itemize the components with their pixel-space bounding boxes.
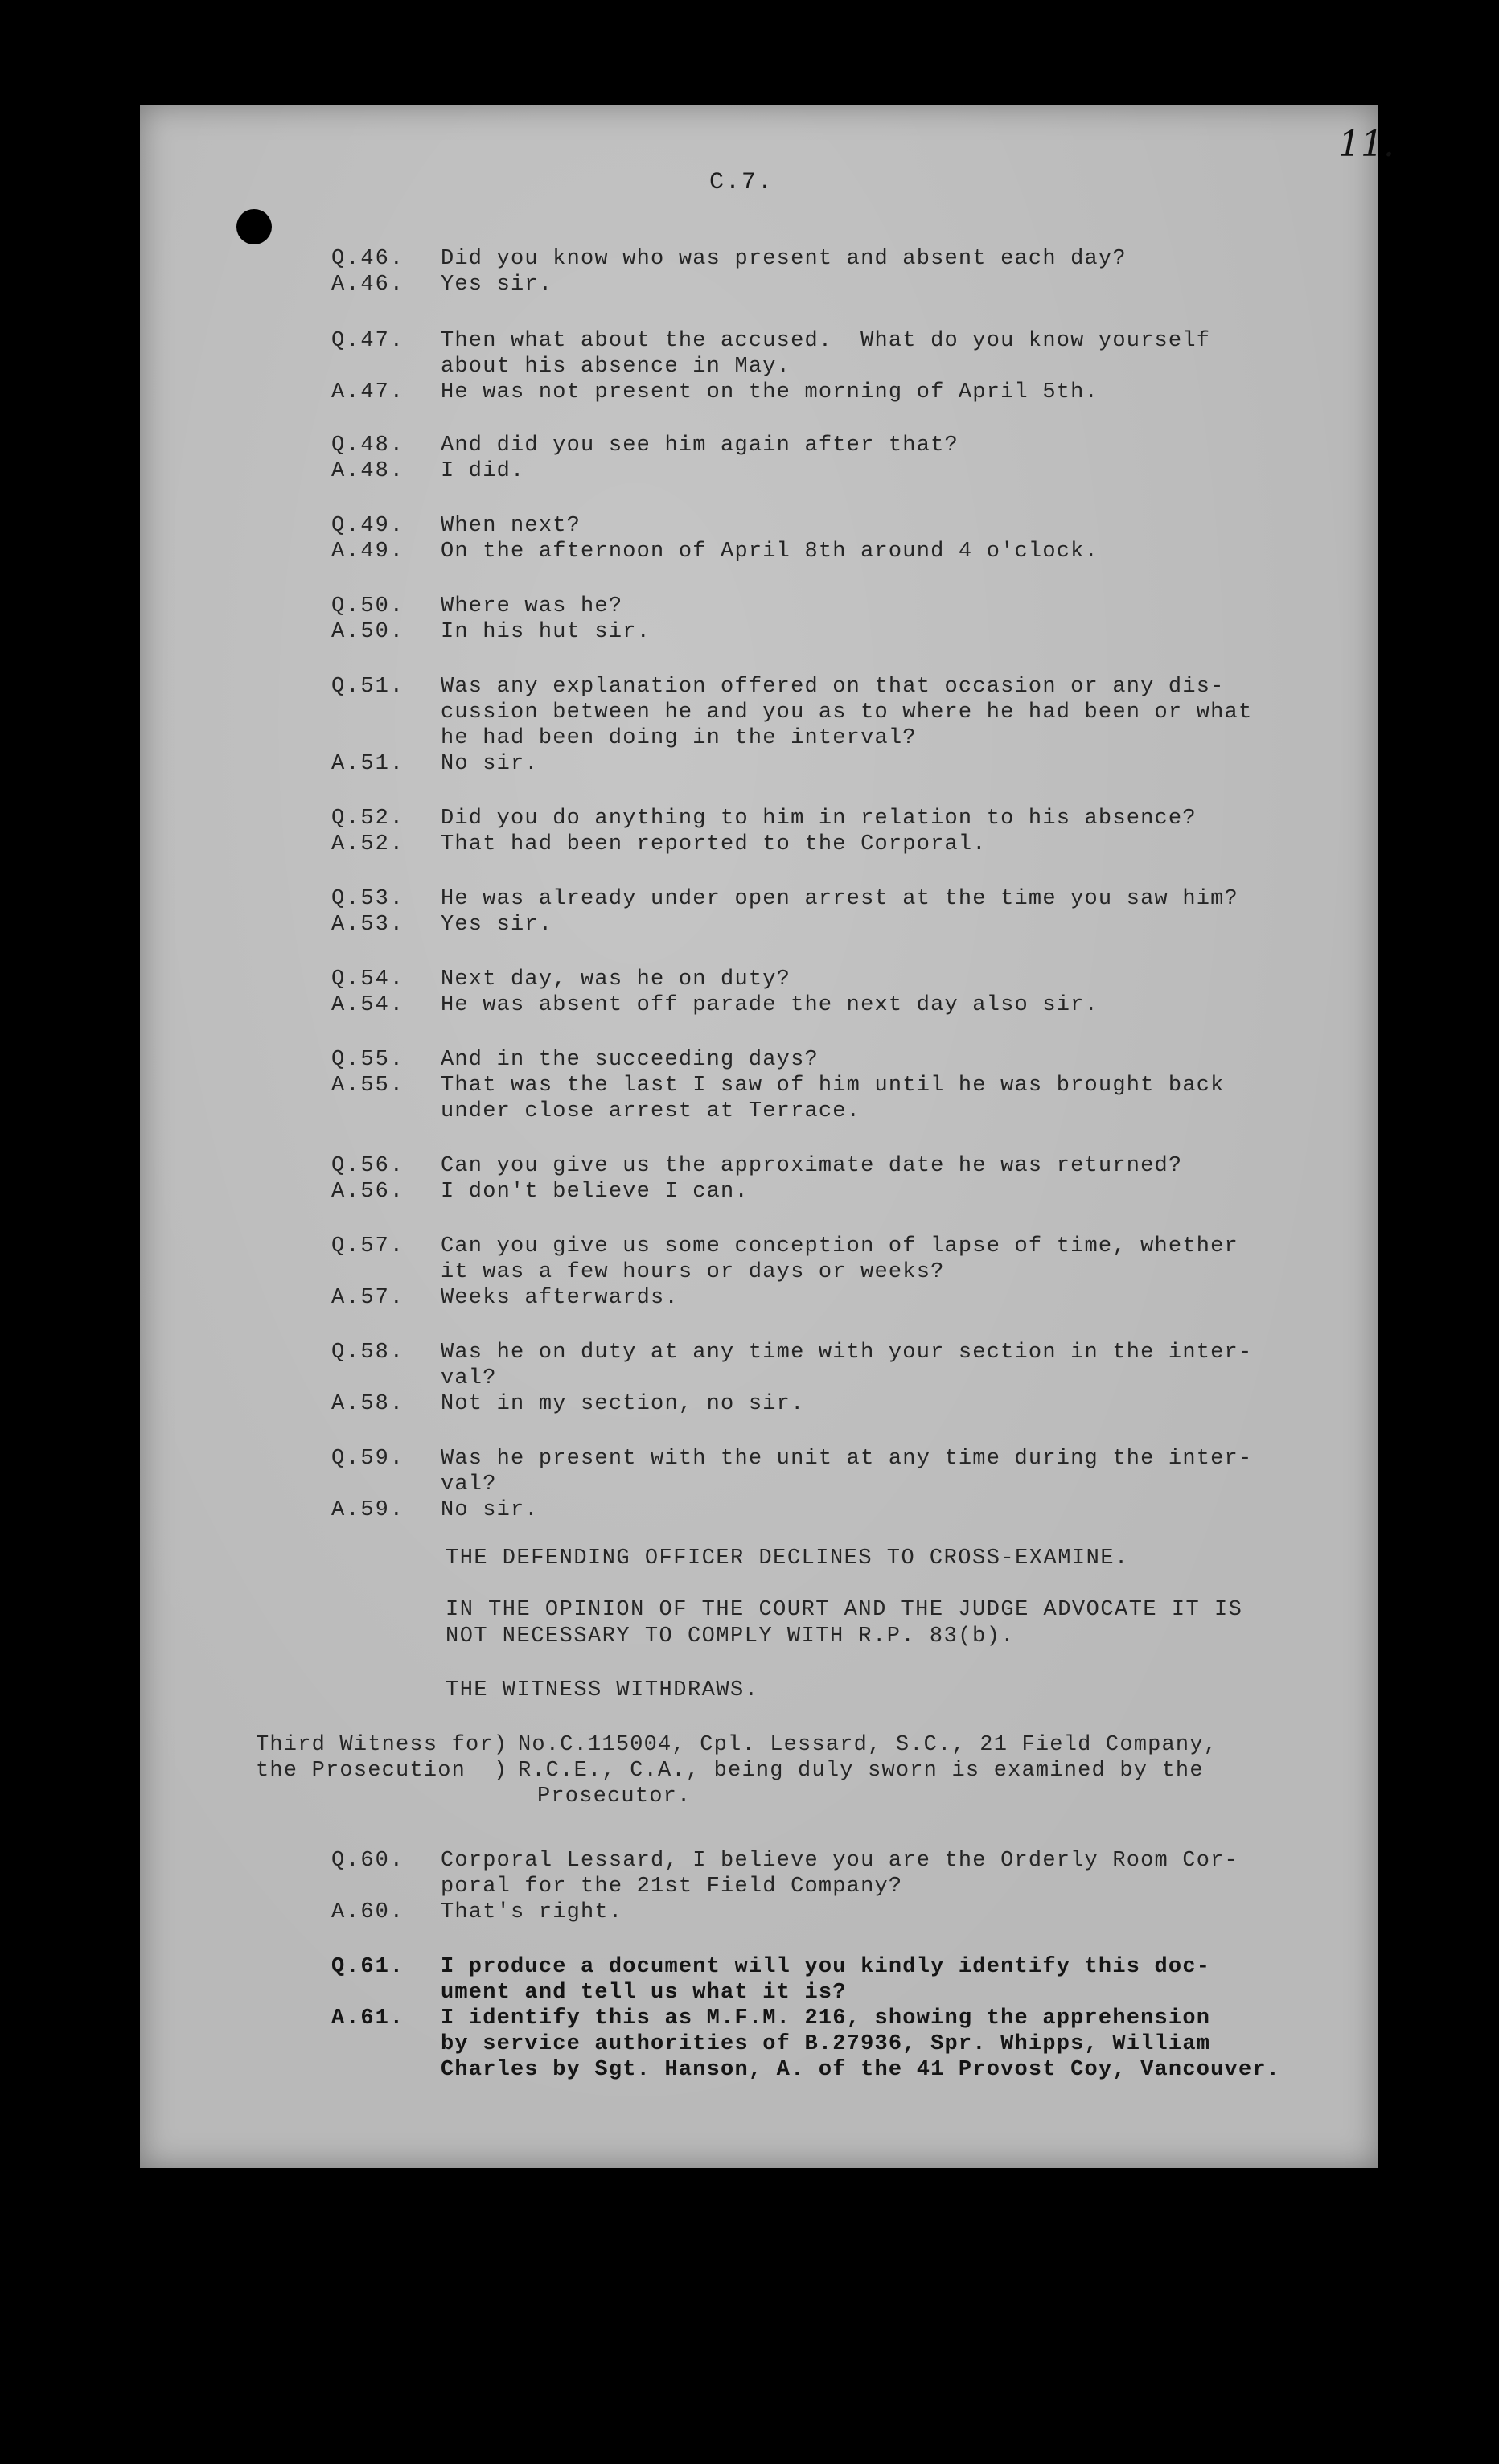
question-number: Q.53. (331, 887, 405, 911)
question-row (331, 433, 1361, 458)
question-text: Was any explanation offered on that occasion or any dis- cussion between he and you as to where he had been or what he had been doing in the interval? (441, 675, 1253, 750)
answer-text: Yes sir. (441, 913, 553, 937)
question-text: Can you give us the approximate date he was returned? (441, 1154, 1183, 1178)
answer-number: A.46. (331, 273, 405, 297)
qa-block-q46 (331, 246, 1361, 298)
question-row (331, 593, 1361, 619)
witness-details-line: No.C.115004, Cpl. Lessard, S.C., 21 Field Company, (518, 1733, 1218, 1757)
witness-role: Third Witness for) the Prosecution ) (256, 1733, 508, 1783)
answer-text: I identify this as M.F.M. 216, showing the apprehension by service authorities of B.27936, Spr. Whipps, William Charles by Sgt. Hanson, A. of the 41 Provost Coy, Vancouver. (441, 2006, 1281, 2082)
answer-text: Weeks afterwards. (441, 1286, 679, 1310)
answer-row (331, 832, 1361, 857)
question-text: Then what about the accused. What do you know yourself about his absence in May. (441, 329, 1211, 379)
question-row (331, 1234, 1361, 1285)
declines-statement: THE DEFENDING OFFICER DECLINES TO CROSS-EXAMINE. (446, 1546, 1129, 1571)
answer-text: Yes sir. (441, 273, 553, 297)
answer-number: A.56. (331, 1180, 405, 1204)
answer-number: A.52. (331, 832, 405, 856)
answer-text: That was the last I saw of him until he was brought back under close arrest at Terrace. (441, 1074, 1225, 1123)
document-page (140, 105, 1394, 2168)
answer-text: I don't believe I can. (441, 1180, 749, 1204)
question-text: Next day, was he on duty? (441, 967, 791, 992)
answer-row (331, 751, 1361, 777)
question-text: And did you see him again after that? (441, 433, 959, 458)
qa-block-q54 (331, 967, 1361, 1018)
question-number: Q.61. (331, 1955, 405, 1979)
question-number: Q.51. (331, 675, 405, 699)
answer-row (331, 1391, 1361, 1417)
answer-text: No sir. (441, 752, 539, 776)
question-number: Q.49. (331, 514, 405, 538)
question-text: Was he on duty at any time with your section in the inter- val? (441, 1341, 1253, 1390)
question-text: Did you do anything to him in relation to his absence? (441, 807, 1197, 831)
answer-number: A.49. (331, 540, 405, 564)
answer-number: A.50. (331, 620, 405, 644)
question-number: Q.60. (331, 1849, 405, 1873)
answer-row (331, 1497, 1361, 1523)
question-text: Corporal Lessard, I believe you are the Orderly Room Cor- poral for the 21st Field Company? (441, 1849, 1238, 1899)
answer-number: A.51. (331, 752, 405, 776)
question-row (331, 1153, 1361, 1179)
qa-block-q57 (331, 1234, 1361, 1311)
qa-block-q59 (331, 1446, 1361, 1523)
qa-block-q55 (331, 1047, 1361, 1124)
question-row (331, 1446, 1361, 1497)
question-number: Q.57. (331, 1234, 405, 1259)
answer-row (331, 1285, 1361, 1311)
third-witness-entry (256, 1732, 1366, 1809)
answer-row (331, 380, 1361, 405)
answer-row (331, 1073, 1361, 1124)
question-text: Was he present with the unit at any time during the inter- val? (441, 1447, 1253, 1497)
question-row (331, 967, 1361, 992)
answer-number: A.57. (331, 1286, 405, 1310)
witness-details-line: R.C.E., C.A., being duly sworn is examined by the (518, 1759, 1204, 1783)
answer-number: A.55. (331, 1074, 405, 1098)
question-text: Did you know who was present and absent each day? (441, 247, 1127, 271)
opinion-statement: IN THE OPINION OF THE COURT AND THE JUDGE ADVOCATE IT IS NOT NECESSARY TO COMPLY WITH R.P. 83(b). (446, 1598, 1243, 1649)
answer-number: A.58. (331, 1392, 405, 1416)
answer-text: He was not present on the morning of April 5th. (441, 380, 1099, 405)
answer-text: He was absent off parade the next day also sir. (441, 993, 1099, 1017)
qa-block-q51 (331, 674, 1361, 777)
answer-number: A.54. (331, 993, 405, 1017)
question-number: Q.59. (331, 1447, 405, 1471)
qa-block-q48 (331, 433, 1361, 484)
answer-text: That had been reported to the Corporal. (441, 832, 987, 856)
question-number: Q.54. (331, 967, 405, 992)
answer-text: That's right. (441, 1900, 623, 1924)
answer-number: A.48. (331, 459, 405, 483)
question-row (331, 246, 1361, 272)
answer-number: A.53. (331, 913, 405, 937)
qa-block-q52 (331, 806, 1361, 857)
answer-row (331, 458, 1361, 484)
question-text: He was already under open arrest at the time you saw him? (441, 887, 1238, 911)
qa-block-q53 (331, 886, 1361, 938)
answer-number: A.61. (331, 2006, 405, 2031)
question-number: Q.52. (331, 807, 405, 831)
question-row (331, 674, 1361, 751)
question-number: Q.48. (331, 433, 405, 458)
question-row (331, 1848, 1361, 1899)
question-number: Q.55. (331, 1048, 405, 1072)
question-number: Q.47. (331, 329, 405, 353)
question-number: Q.50. (331, 594, 405, 618)
question-text: When next? (441, 514, 581, 538)
answer-text: Not in my section, no sir. (441, 1392, 805, 1416)
answer-text: In his hut sir. (441, 620, 651, 644)
punch-hole (236, 209, 272, 244)
question-row (331, 886, 1361, 912)
answer-number: A.59. (331, 1498, 405, 1522)
question-number: Q.58. (331, 1341, 405, 1365)
question-row (331, 513, 1361, 539)
answer-number: A.60. (331, 1900, 405, 1924)
question-text: Can you give us some conception of lapse of time, whether it was a few hours or days or weeks? (441, 1234, 1238, 1284)
question-row (331, 1954, 1361, 2006)
witness-withdraws-statement: THE WITNESS WITHDRAWS. (446, 1678, 759, 1702)
question-row (331, 1047, 1361, 1073)
witness-details (518, 1732, 1366, 1809)
qa-block-q60 (331, 1848, 1361, 1925)
answer-row (331, 1899, 1361, 1925)
qa-block-q56 (331, 1153, 1361, 1205)
answer-row (331, 1179, 1361, 1205)
witness-details-line: Prosecutor. (537, 1784, 692, 1809)
answer-number: A.47. (331, 380, 405, 405)
question-row (331, 806, 1361, 832)
answer-row (331, 539, 1361, 565)
question-row (331, 1340, 1361, 1391)
handwritten-page-number: 11. (1338, 124, 1394, 165)
question-number: Q.46. (331, 247, 405, 271)
question-row (331, 328, 1361, 380)
qa-block-q58 (331, 1340, 1361, 1417)
answer-row (331, 912, 1361, 938)
answer-text: I did. (441, 459, 525, 483)
answer-text: On the afternoon of April 8th around 4 o'clock. (441, 540, 1099, 564)
qa-block-q47 (331, 328, 1361, 405)
question-text: I produce a document will you kindly identify this doc- ument and tell us what it is? (441, 1955, 1211, 2005)
question-text: Where was he? (441, 594, 623, 618)
answer-text: No sir. (441, 1498, 539, 1522)
question-text: And in the succeeding days? (441, 1048, 819, 1072)
answer-row (331, 992, 1361, 1018)
page-reference: C.7. (709, 169, 774, 196)
qa-block-q50 (331, 593, 1361, 645)
question-number: Q.56. (331, 1154, 405, 1178)
qa-block-q61 (331, 1954, 1361, 2083)
qa-block-q49 (331, 513, 1361, 565)
answer-row (331, 272, 1361, 298)
answer-row (331, 619, 1361, 645)
answer-row (331, 2006, 1361, 2083)
